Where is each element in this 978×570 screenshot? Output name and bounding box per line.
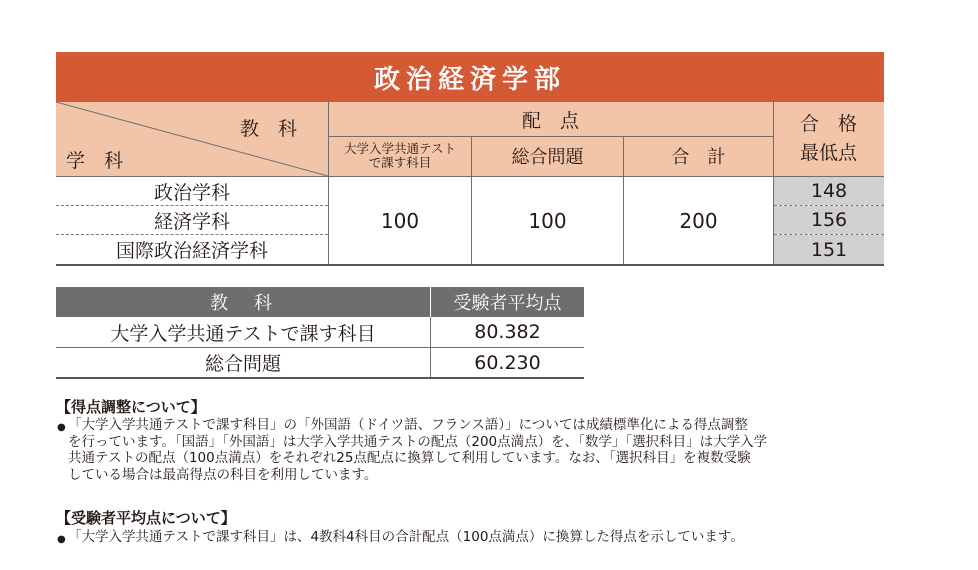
header-points-divider <box>328 136 773 137</box>
table2-subject: 総合問題 <box>204 353 281 375</box>
faculty-title: 政治経済学部 <box>56 52 884 102</box>
header-total: 合 計 <box>671 147 726 168</box>
table2-header-divider <box>430 287 431 317</box>
general-points: 100 <box>528 208 567 233</box>
common-test-points: 100 <box>380 208 420 233</box>
note-line: 「大学入学共通テストで課す科目」は、4教科4科目の合計配点（100点満点）に換算した得点を示しています。 <box>68 529 744 545</box>
row-separator <box>56 205 328 206</box>
note-line: している場合は最高得点の科目を利用しています。 <box>68 466 378 483</box>
note-heading-average-score: 【受験者平均点について】 <box>56 509 236 527</box>
header-min-score-line2: 最低点 <box>799 142 857 164</box>
min-score-cell: 148 <box>774 177 884 205</box>
note-body-average-score <box>68 529 898 546</box>
table2-header-average: 受験者平均点 <box>431 287 584 317</box>
note-body-score-adjustment <box>68 417 898 483</box>
table2-subject: 大学入学共通テストで課す科目 <box>110 322 376 345</box>
row-separator <box>56 234 328 235</box>
row-separator <box>774 234 884 235</box>
min-score-cell: 156 <box>774 206 884 234</box>
row-separator <box>774 205 884 206</box>
department-name: 国際政治経済学科 <box>115 240 268 262</box>
header-subject-label: 教 科 <box>240 118 298 140</box>
note-line: 「大学入学共通テストで課す科目」の「外国語（ドイツ語、フランス語）」については成績標準化による得点調整 <box>68 417 748 433</box>
note-line: 共通テストの配点（100点満点）をそれぞれ25点配点に換算して利用しています。なお、「選択科目」を複数受験 <box>68 450 751 466</box>
department-name: 経済学科 <box>153 210 230 233</box>
table1-bottom-line <box>56 264 884 266</box>
note-bullet-icon: ● <box>57 534 66 545</box>
total-points: 200 <box>679 208 718 233</box>
table2-header-subject: 教 科 <box>56 287 430 317</box>
min-score-cell: 151 <box>774 235 884 264</box>
header-general-problem: 総合問題 <box>511 147 584 168</box>
department-name: 政治学科 <box>153 181 230 204</box>
header-common-test: 大学入学共通テストで課す科目 <box>343 141 456 170</box>
table2-bottom-line <box>56 377 584 379</box>
note-bullet-icon: ● <box>57 422 66 433</box>
header-min-score <box>773 110 884 168</box>
header-points-label: 配 点 <box>521 109 579 132</box>
header-min-score-line1: 合 格 <box>799 113 857 135</box>
table2-average: 60.230 <box>474 351 541 374</box>
table2-average: 80.382 <box>474 321 541 343</box>
table2-column-divider <box>430 317 431 377</box>
header-department-label: 学 科 <box>66 150 124 172</box>
note-heading-score-adjustment: 【得点調整について】 <box>56 398 206 416</box>
note-line: を行っています。「国語」「外国語」は大学入学共通テストの配点（200点満点）を、「数学」「選択科目」は大学入学 <box>68 433 768 450</box>
